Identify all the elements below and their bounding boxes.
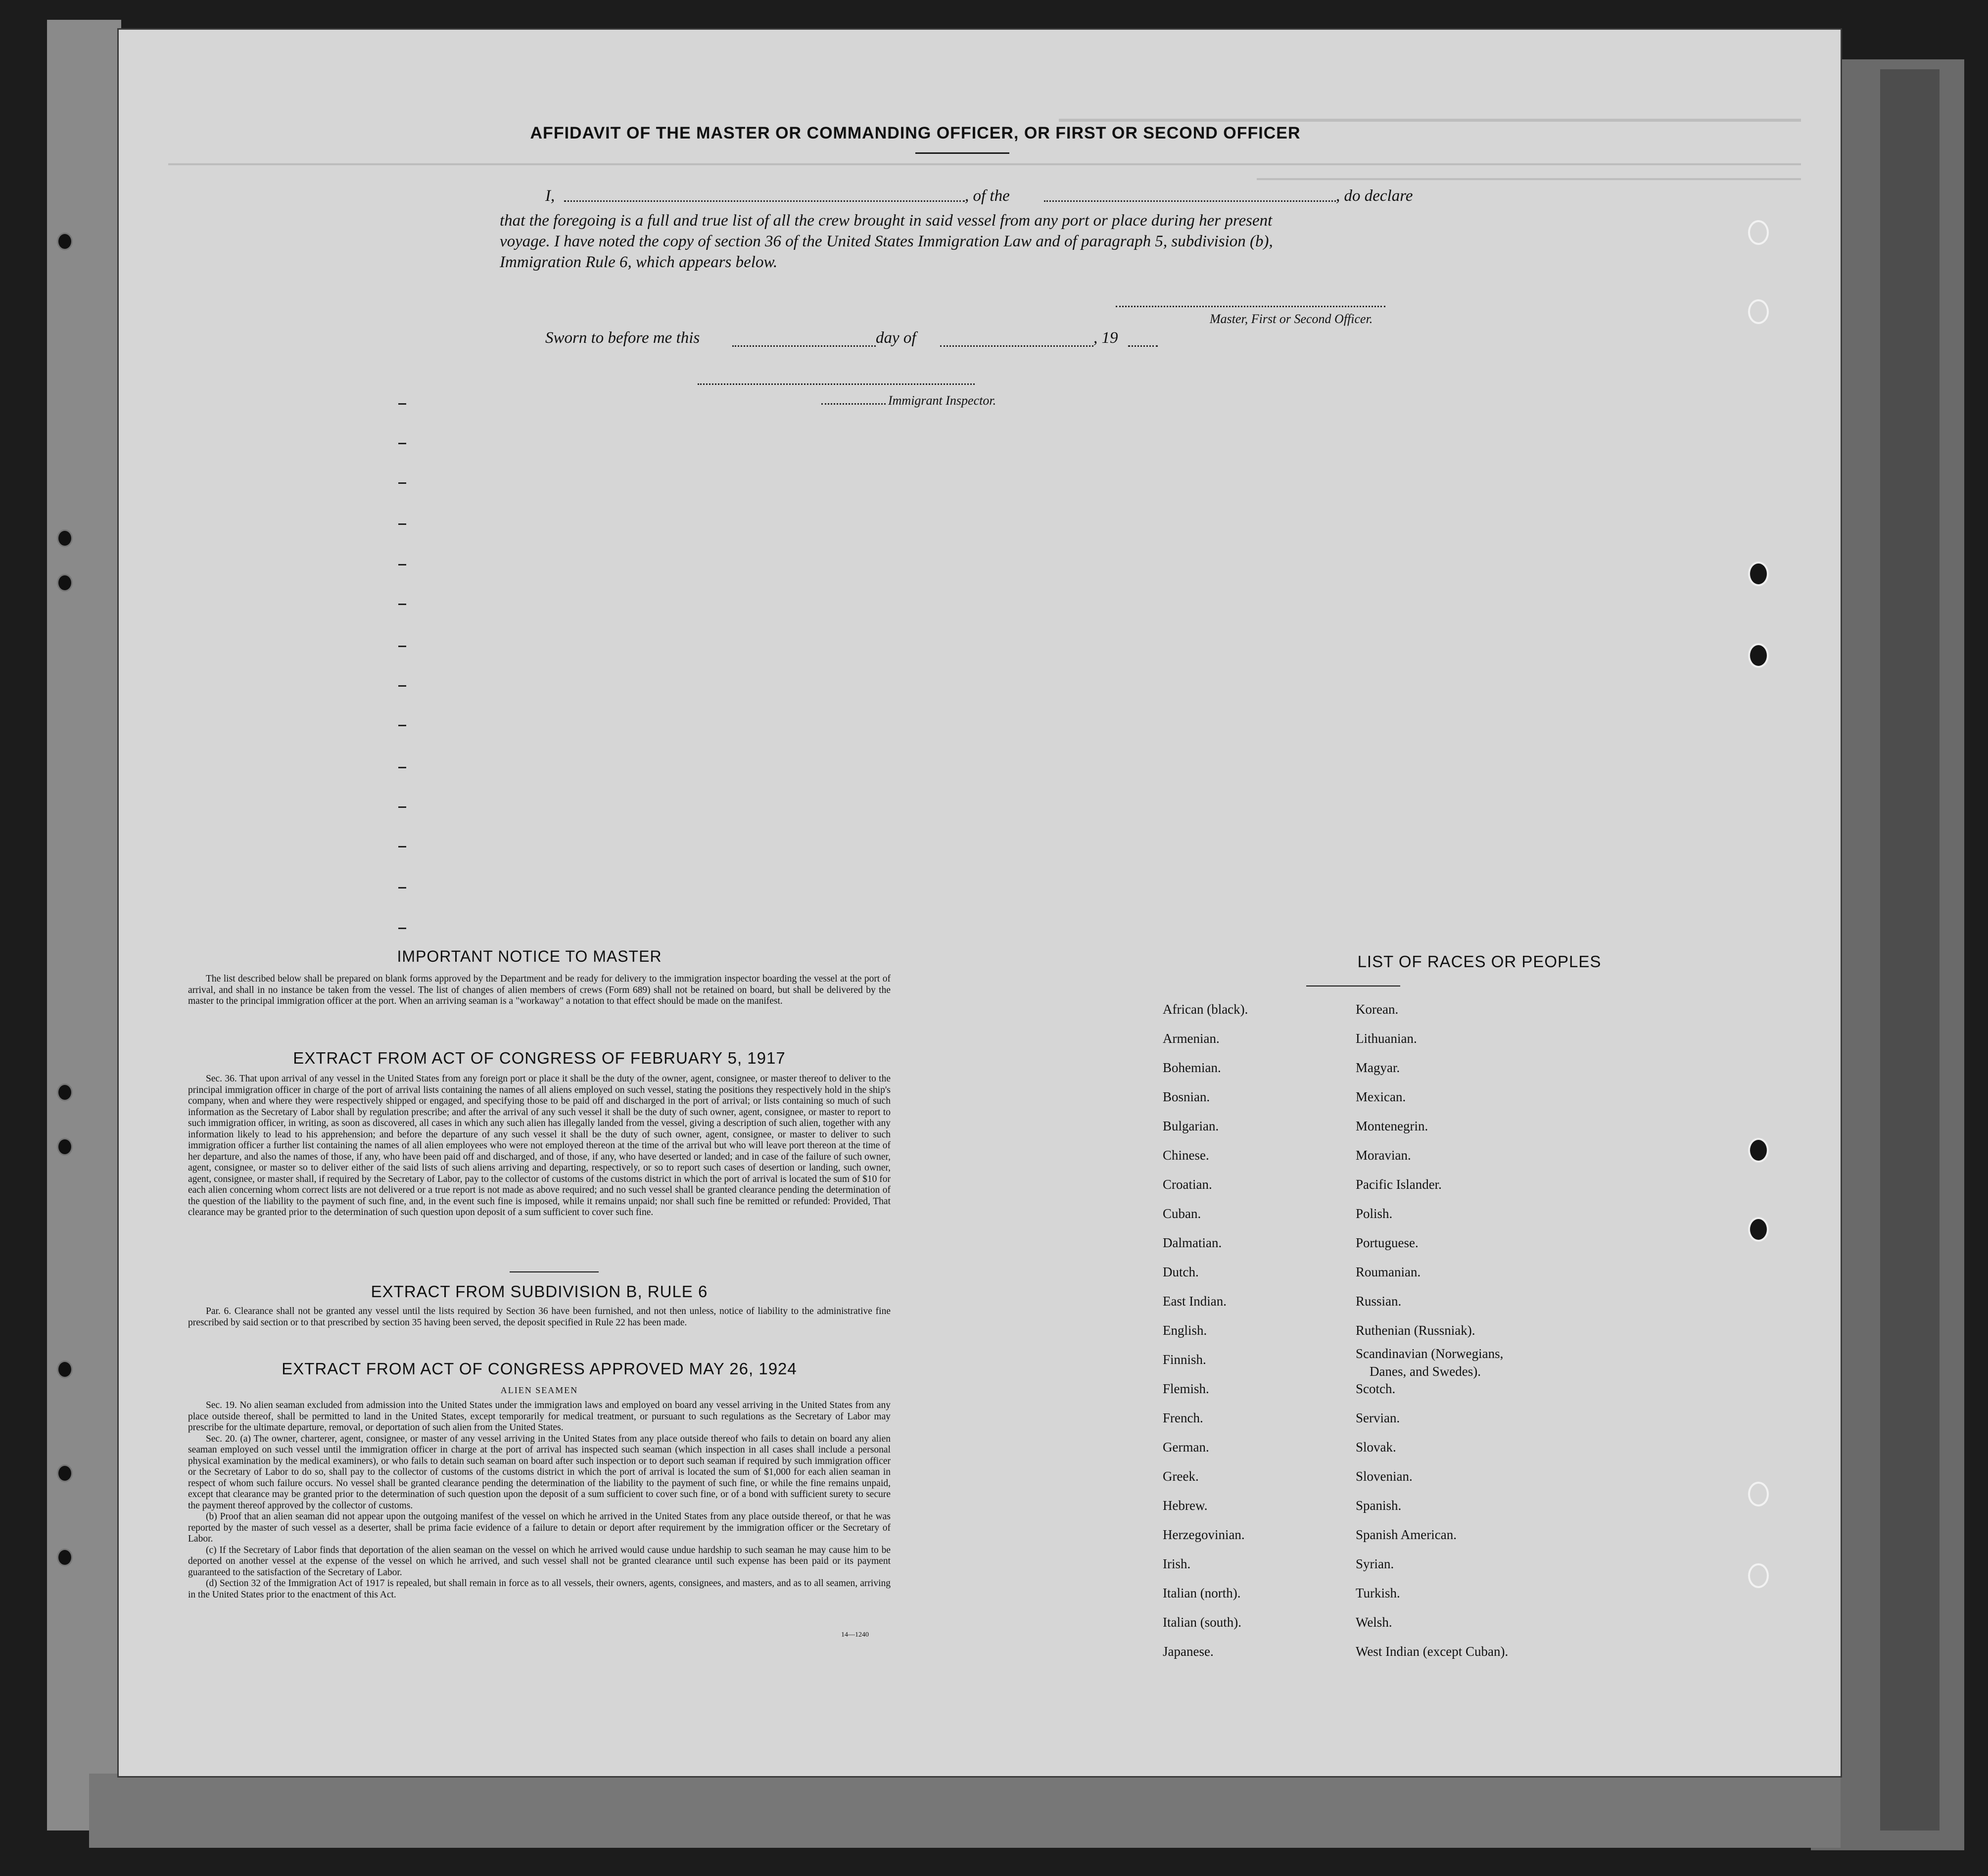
bottom-underlay (89, 1774, 1841, 1848)
affidavit-body-2: voyage. I have noted the copy of section 36 of the United States Immigration Law and of paragraph 5, subdivision (b), (500, 233, 1273, 250)
sworn-day-field[interactable] (732, 345, 876, 347)
name-field[interactable] (564, 200, 965, 202)
binding-hole (57, 574, 73, 592)
sec-20c-paragraph: (c) If the Secretary of Labor finds that deportation of the alien seaman on the vessel on which he arrived would cause undue hardship to such seaman he may cause him to be deported on another vessel at the expense of the vessel on which he arrived, and such vessel shall not be granted clearance until such expense has been paid or its payment guaranteed to the satisfaction of the Secretary of Labor. (188, 1545, 891, 1578)
punch-hole (1748, 1482, 1769, 1506)
notice-text (188, 974, 891, 1007)
binding-hole (57, 233, 73, 250)
notice-title: IMPORTANT NOTICE TO MASTER (397, 947, 662, 965)
row-mark (398, 403, 406, 405)
race-item: Polish. (1356, 1206, 1393, 1221)
title-rule (915, 152, 1009, 154)
binding-hole (57, 1548, 73, 1566)
row-mark (398, 604, 406, 605)
race-item: Italian (south). (1163, 1615, 1241, 1630)
race-item: Dutch. (1163, 1265, 1199, 1279)
race-item: Hebrew. (1163, 1498, 1208, 1513)
race-item: Dalmatian. (1163, 1235, 1222, 1250)
sec-20b-paragraph: (b) Proof that an alien seaman did not appear upon the outgoing manifest of the vessel on which he arrived in the United States from any place outside thereof, or that he was reported by the master of such vessel as a deserter, shall be prima facie evidence of a failure to detain or deport after requirement by the immigration officer or the Secretary of Labor. (188, 1511, 891, 1544)
row-mark (398, 846, 406, 847)
inspector-leader (821, 403, 886, 405)
race-item: African (black). (1163, 1002, 1248, 1017)
binding-hole (57, 1083, 73, 1101)
race-item: Armenian. (1163, 1031, 1220, 1046)
row-mark (398, 806, 406, 808)
race-item: Scotch. (1356, 1381, 1396, 1396)
sworn-label: Sworn to before me this (545, 329, 700, 347)
race-item: West Indian (except Cuban). (1356, 1644, 1509, 1659)
punch-hole (1748, 299, 1769, 324)
extract-1924-title: EXTRACT FROM ACT OF CONGRESS APPROVED MAY 26, 1924 (282, 1360, 797, 1378)
race-item: Scandinavian (Norwegians, (1356, 1346, 1504, 1361)
ghost-text (1059, 119, 1801, 122)
affidavit-body-1: that the foregoing is a full and true list of all the crew brought in said vessel from any port or place during her present (500, 212, 1273, 230)
subdivision-text (188, 1306, 891, 1328)
race-item: Bulgarian. (1163, 1119, 1219, 1133)
race-item: English. (1163, 1323, 1207, 1338)
race-item: East Indian. (1163, 1294, 1227, 1309)
race-item: Pacific Islander. (1356, 1177, 1442, 1192)
row-mark (398, 646, 406, 647)
punch-hole (1748, 220, 1769, 245)
inspector-signature-field[interactable] (698, 383, 975, 385)
form-number: 14—1240 (841, 1631, 869, 1639)
sec-19-paragraph: Sec. 19. No alien seaman excluded from admission into the United States under the immigration laws and employed on board any vessel arriving in the United States from any place outside thereof, shall be permitted to land in the United States, except temporarily for medical treatment, or pursuant to such regulations as the Secretary of Labor may prescribe for the ultimate departure, removal, or deportation of such alien from the United States. (188, 1400, 891, 1433)
races-rule (1306, 985, 1400, 986)
binding-hole (57, 1464, 73, 1482)
inspector-caption: Immigrant Inspector. (888, 393, 996, 408)
race-item: Moravian. (1356, 1148, 1411, 1163)
row-mark (398, 482, 406, 484)
binding-hole (57, 529, 73, 547)
separator-rule (510, 1271, 599, 1272)
row-mark (398, 685, 406, 687)
sec-20a-paragraph: Sec. 20. (a) The owner, charterer, agent, consignee, or master of any vessel arriving in the United States from any place outside thereof who fails to detain on board any alien seaman employed on such vessel until the immigration officer in charge at the port of arrival has inspected such seaman (which inspection in all cases shall include a personal physical examination by the medical examiners), or who fails to detain such seaman on board after such inspection or to deport such seaman if required by such immigration officer or the Secretary of Labor to do so, shall pay to the collector of customs of the customs district in which the port of arrival is located the sum of $1,000 for each alien seaman in respect of whom such failure occurs. No vessel shall be granted clearance pending the determination of the liability to the payment of such fine, or while the fine remains unpaid, except that clearance may be granted prior to the determination of such question upon the deposit of a sum sufficient to cover such fine, or of a bond with sufficient surety to secure the payment thereof approved by the collector of customs. (188, 1433, 891, 1511)
race-item: Welsh. (1356, 1615, 1392, 1630)
extract-1917-text (188, 1074, 891, 1219)
extract-1917-title: EXTRACT FROM ACT OF CONGRESS OF FEBRUARY 5, 1917 (293, 1049, 786, 1067)
race-item: Korean. (1356, 1002, 1399, 1017)
race-item: Bosnian. (1163, 1089, 1210, 1104)
row-mark (398, 443, 406, 444)
row-mark (398, 523, 406, 525)
race-item: Greek. (1163, 1469, 1199, 1484)
affidavit-title: AFFIDAVIT OF THE MASTER OR COMMANDING OFFICER, OR FIRST OR SECOND OFFICER (530, 124, 1301, 142)
race-item: Cuban. (1163, 1206, 1201, 1221)
race-item: Finnish. (1163, 1352, 1206, 1367)
row-mark (398, 767, 406, 768)
vessel-field[interactable] (1044, 200, 1336, 202)
row-mark (398, 725, 406, 726)
race-item: Flemish. (1163, 1381, 1209, 1396)
do-declare-label: , do declare (1336, 187, 1413, 205)
race-item: Ruthenian (Russniak). (1356, 1323, 1475, 1338)
punch-hole (1748, 562, 1769, 586)
race-item: Italian (north). (1163, 1586, 1241, 1600)
ghost-text (1257, 178, 1801, 180)
race-item: French. (1163, 1410, 1203, 1425)
race-item: Servian. (1356, 1410, 1400, 1425)
sworn-year-field[interactable] (1128, 345, 1158, 347)
of-the-label: , of the (965, 187, 1010, 205)
extract-1924-text (188, 1400, 891, 1600)
punch-hole (1748, 1563, 1769, 1588)
race-item: Portuguese. (1356, 1235, 1419, 1250)
race-item: Slovak. (1356, 1440, 1396, 1454)
race-item: Turkish. (1356, 1586, 1400, 1600)
row-mark (398, 928, 406, 929)
sworn-month-field[interactable] (940, 345, 1093, 347)
punch-hole (1748, 1138, 1769, 1163)
binding-hole (57, 1360, 73, 1378)
par-6-paragraph: Par. 6. Clearance shall not be granted any vessel until the lists required by Section 36 have been furnished, and not then unless, notice of liability to the administrative fine prescribed by said section or to that prescribed by section 35 having been served, the deposit specified in Rule 22 has been made. (188, 1306, 891, 1328)
form-sheet (119, 30, 1841, 1776)
race-item: Mexican. (1356, 1089, 1406, 1104)
affidavit-body-3: Immigration Rule 6, which appears below. (500, 253, 778, 271)
race-item: Roumanian. (1356, 1265, 1421, 1279)
race-item: Irish. (1163, 1556, 1191, 1571)
race-item: Syrian. (1356, 1556, 1394, 1571)
ghost-text (168, 163, 1801, 165)
binding-hole (57, 1138, 73, 1156)
race-item: Herzegovinian. (1163, 1527, 1245, 1542)
races-title: LIST OF RACES OR PEOPLES (1357, 952, 1602, 971)
master-signature-field[interactable] (1116, 306, 1385, 307)
race-item: Chinese. (1163, 1148, 1209, 1163)
day-of-label: day of (876, 329, 916, 347)
race-item: Bohemian. (1163, 1060, 1221, 1075)
year-prefix: , 19 (1093, 329, 1118, 347)
section-36-paragraph: Sec. 36. That upon arrival of any vessel in the United States from any foreign port or place it shall be the duty of the owner, agent, consignee, or master thereof to deliver to the principal immigration officer in charge of the port of arrival lists containing the names of all aliens employed on such vessel, stating the positions they respectively hold in the ship's company, when and where they were respectively shipped or engaged, and specifying those to be paid off and discharged in the port of arrival; or lists containing so much of such information as the Secretary of Labor shall by regulation prescribe; and after the arrival of any such vessel it shall be the duty of such owner, agent, consignee, or master to report to such immigration officer, in writing, as soon as discovered, all cases in which any such alien has illegally landed from the vessel, giving a description of such alien, together with any information likely to lead to his apprehension; and before the departure of any such vessel it shall be the duty of such owner, agent, consignee, or master to deliver to such immigration officer a further list containing the names of all alien employees who were not employed thereon at the time of the arrival but who will leave port thereon at the time of her departure, and also the names of those, if any, who have been paid off and discharged, and of those, if any, who have deserted or landed; and in case of the failure of such owner, agent, consignee, or master so to deliver either of the said lists of such aliens arriving and departing, respectively, or so to report such cases of desertion or landing, such owner, agent, consignee, or master shall, if required by the Secretary of Labor, pay to the collector of customs of the customs district in which the port of arrival is located the sum of $10 for each alien concerning whom correct lists are not delivered or a true report is not made as above required; and no such vessel shall be granted clearance pending the determination of the question of the liability to the payment of such fine, and, in the event such fine is imposed, while it remains unpaid; nor shall such fine be remitted or refunded: Provided, That clearance may be granted prior to the determination of such question upon deposit of a sum sufficient to cover such fine. (188, 1074, 891, 1218)
sec-20d-paragraph: (d) Section 32 of the Immigration Act of 1917 is repealed, but shall remain in force as to all vessels, their owners, agents, consignees, and masters, and as to all seamen, arriving in the United States prior to the enactment of this Act. (188, 1578, 891, 1600)
race-item: Magyar. (1356, 1060, 1400, 1075)
race-item: German. (1163, 1440, 1209, 1454)
race-item: Spanish. (1356, 1498, 1402, 1513)
i-label: I, (545, 187, 555, 205)
race-item: Croatian. (1163, 1177, 1212, 1192)
alien-seamen-subtitle: ALIEN SEAMEN (500, 1385, 578, 1395)
race-item: Spanish American. (1356, 1527, 1457, 1542)
row-mark (398, 887, 406, 889)
race-item: Montenegrin. (1356, 1119, 1428, 1133)
punch-hole (1748, 643, 1769, 668)
punch-hole (1748, 1217, 1769, 1242)
race-item: Lithuanian. (1356, 1031, 1417, 1046)
race-item: Slovenian. (1356, 1469, 1413, 1484)
row-mark (398, 564, 406, 565)
race-item: Russian. (1356, 1294, 1402, 1309)
race-item: Japanese. (1163, 1644, 1214, 1659)
underlying-page-edge (1880, 69, 1940, 1830)
race-item-continuation: Danes, and Swedes). (1370, 1364, 1481, 1379)
notice-paragraph: The list described below shall be prepared on blank forms approved by the Department and be ready for delivery to the immigration inspector boarding the vessel at the port of arrival, and shall in no instance be taken from the vessel. The list of changes of alien members of crews (Form 689) shall not be retained on board, but shall be delivered by the master to the principal immigration officer at the port. When an arriving seaman is a "workaway" a notation to that effect should be made on the manifest. (188, 974, 891, 1006)
master-caption: Master, First or Second Officer. (1210, 312, 1373, 326)
subdivision-title: EXTRACT FROM SUBDIVISION B, RULE 6 (371, 1282, 708, 1301)
